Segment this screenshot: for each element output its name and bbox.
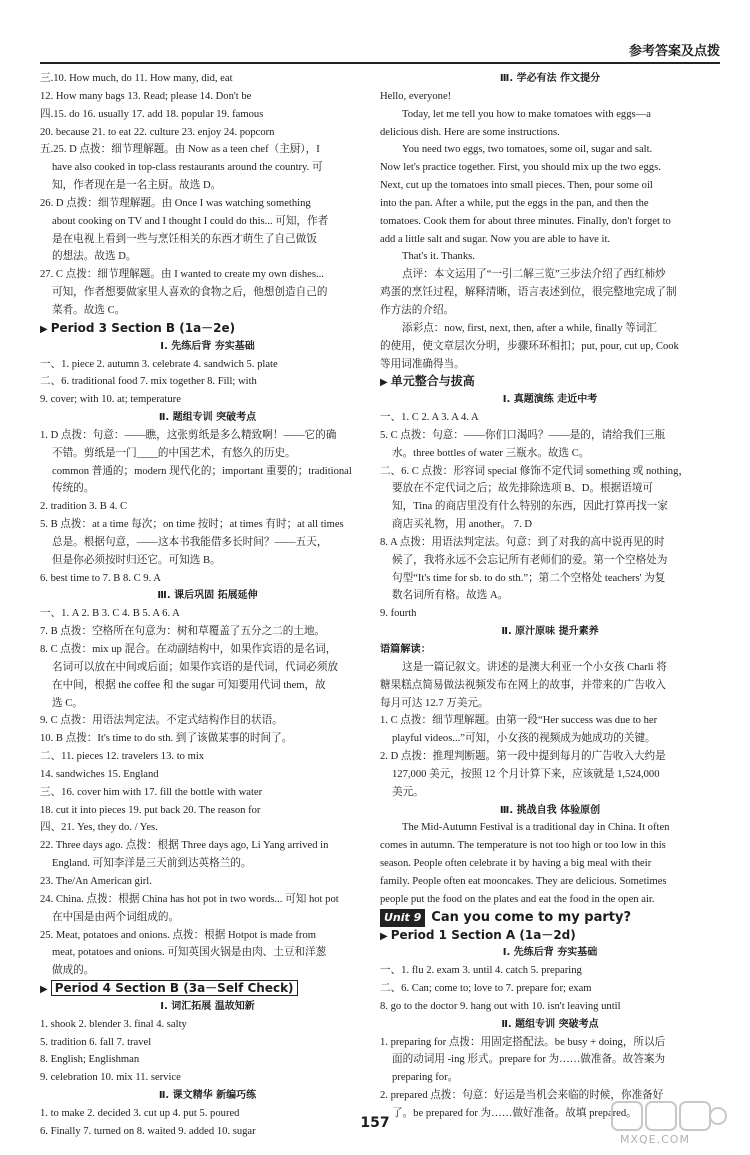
line-text: Next, cut up the tomatoes into small pieces. Then, pour some oil bbox=[380, 180, 653, 192]
line-text: 8. English; Englishman bbox=[40, 1054, 140, 1066]
subsection-heading bbox=[380, 70, 720, 88]
text-line bbox=[380, 712, 720, 730]
header-rule bbox=[40, 62, 720, 64]
subsection-heading bbox=[380, 623, 720, 641]
text-line bbox=[380, 516, 720, 534]
text-line bbox=[380, 837, 720, 855]
text-line bbox=[380, 338, 720, 356]
text-line bbox=[380, 587, 720, 605]
line-text: 的使用，使文章层次分明，步骤环环相扣；put, pour, cut up, Cook bbox=[380, 340, 679, 352]
line-text: Ⅱ. 原汁原味 提升素养 bbox=[501, 626, 599, 638]
line-text: Ⅱ. 题组专训 突破考点 bbox=[158, 412, 257, 424]
line-text: 1. D 点拨：句意：——瞧，这张剪纸是多么精致啊！——它的确 bbox=[40, 429, 337, 441]
text-line bbox=[40, 266, 375, 284]
text-line bbox=[380, 659, 720, 677]
line-text: 一、1. C 2. A 3. A 4. A bbox=[380, 412, 479, 424]
text-line bbox=[40, 695, 375, 713]
subsection-heading bbox=[40, 998, 375, 1016]
line-text: 一、1. flu 2. exam 3. until 4. catch 5. preparing bbox=[380, 965, 582, 977]
text-line bbox=[40, 159, 375, 177]
text-line bbox=[40, 766, 375, 784]
line-text: 二、11. pieces 12. travelers 13. to mix bbox=[40, 751, 205, 763]
text-line bbox=[40, 1016, 375, 1034]
line-text: 了。be prepared for 为……做好准备。故填 prepared。 bbox=[392, 1107, 637, 1119]
line-text: Ⅱ. 课文精华 新编巧练 bbox=[158, 1090, 257, 1102]
triangle-bullet-icon: ▶ bbox=[380, 930, 388, 942]
text-line bbox=[40, 106, 375, 124]
text-line bbox=[380, 998, 720, 1016]
triangle-bullet-icon: ▶ bbox=[40, 984, 48, 996]
section-heading bbox=[40, 980, 375, 998]
line-text: 三、16. cover him with 17. fill the bottle with water bbox=[40, 786, 263, 798]
line-text: 语篇解读： bbox=[380, 644, 431, 655]
text-line bbox=[380, 124, 720, 142]
text-line bbox=[40, 356, 375, 374]
line-text: 1. shook 2. blender 3. final 4. salty bbox=[40, 1018, 187, 1030]
text-line bbox=[380, 427, 720, 445]
subsection-heading bbox=[380, 391, 720, 409]
line-text: The Mid-Autumn Festival is a traditional day in China. It often bbox=[402, 822, 670, 834]
line-text: 水。three bottles of water 三瓶水。故选 C。 bbox=[392, 447, 590, 459]
text-line bbox=[40, 302, 375, 320]
line-text: 6. Finally 7. turned on 8. waited 9. added 10. sugar bbox=[40, 1125, 256, 1137]
text-line bbox=[40, 231, 375, 249]
text-line bbox=[380, 677, 720, 695]
line-text: Ⅰ. 词汇拓展 温故知新 bbox=[160, 1000, 255, 1012]
line-text: 的想法。故选 D。 bbox=[52, 251, 137, 263]
section-heading bbox=[380, 373, 720, 391]
line-text: Ⅰ. 先练后背 夯实基础 bbox=[160, 340, 255, 352]
text-line bbox=[380, 266, 720, 284]
line-text: 9. cover; with 10. at; temperature bbox=[40, 394, 181, 406]
line-text: 做成的。 bbox=[52, 965, 95, 977]
line-text: delicious dish. Here are some instructions. bbox=[380, 126, 560, 138]
line-text: 商店买礼物，用 another。 7. D bbox=[392, 519, 533, 531]
text-line bbox=[40, 88, 375, 106]
triangle-bullet-icon: ▶ bbox=[40, 323, 48, 335]
line-text: 5. C 点拨：句意：——你们口渴吗？——是的，请给我们三瓶 bbox=[380, 429, 666, 441]
text-line bbox=[40, 891, 375, 909]
text-line bbox=[40, 248, 375, 266]
text-line bbox=[40, 284, 375, 302]
text-line bbox=[380, 106, 720, 124]
line-text: 7. B 点拨：空格所在句意为：树和草覆盖了五分之二的土地。 bbox=[40, 626, 326, 638]
text-line bbox=[40, 1051, 375, 1069]
line-text: 选 C。 bbox=[52, 697, 83, 709]
section-heading bbox=[380, 927, 720, 945]
watermark-text: MXQE.COM bbox=[620, 1133, 690, 1146]
text-line bbox=[40, 463, 375, 481]
line-text: 一、1. piece 2. autumn 3. celebrate 4. sandwich 5. plate bbox=[40, 358, 278, 370]
page-number: 157 bbox=[360, 1115, 390, 1131]
text-line bbox=[40, 391, 375, 409]
text-line bbox=[40, 748, 375, 766]
text-line bbox=[380, 159, 720, 177]
text-line bbox=[380, 480, 720, 498]
text-line bbox=[380, 284, 720, 302]
line-text: into the pan. After a while, put the eggs in the pan, and then the bbox=[380, 197, 649, 209]
text-line bbox=[40, 480, 375, 498]
line-text: tomatoes. Cook them for about three minutes. Finally, don't forget to bbox=[380, 215, 671, 227]
text-line bbox=[40, 641, 375, 659]
text-line bbox=[380, 356, 720, 374]
line-text: Period 1 Section A (1a－2d) bbox=[390, 927, 576, 942]
text-line bbox=[380, 873, 720, 891]
line-text: 22. Three days ago. 点拨：根据 Three days ago, Li Yang arrived in bbox=[40, 840, 329, 852]
line-text: 面的动词用 -ing 形式。prepare for 为……做准备。故答案为 bbox=[392, 1054, 666, 1066]
text-line bbox=[380, 141, 720, 159]
line-text: 26. D 点拨：细节理解题。由 Once I was watching something bbox=[40, 197, 311, 209]
text-line bbox=[380, 534, 720, 552]
line-text: Ⅰ. 先练后背 夯实基础 bbox=[502, 947, 598, 959]
line-text: 添彩点：now, first, next, then, after a while, finally 等词汇 bbox=[402, 322, 657, 334]
header-title: 参考答案及点拨 bbox=[628, 44, 720, 59]
line-text: 8. C 点拨：mix up 混合。在动副结构中，如果作宾语的是名词， bbox=[40, 644, 337, 655]
subsection-heading bbox=[40, 1087, 375, 1105]
line-text: add a little salt and sugar. Now you are able to have it. bbox=[380, 233, 611, 245]
subsection-heading bbox=[40, 409, 375, 427]
line-text: 等用词准确得当。 bbox=[380, 358, 465, 370]
line-text: 知，作者现在是一名主厨。故选 D。 bbox=[52, 180, 222, 192]
text-line bbox=[380, 88, 720, 106]
text-line bbox=[380, 552, 720, 570]
line-text: 不错。剪纸是一门____的中国艺术，有悠久的历史。 bbox=[52, 447, 296, 459]
line-text: 2. D 点拨：推理判断题。第一段中提到每月的广告收入大约是 bbox=[380, 751, 666, 763]
text-line bbox=[40, 855, 375, 873]
text-line bbox=[40, 927, 375, 945]
line-text: 知，Tina 的商店里没有什么特别的东西，因此打算再找一家 bbox=[392, 501, 668, 513]
line-text: 5. tradition 6. fall 7. travel bbox=[40, 1036, 152, 1048]
line-text: 2. prepared 点拨：句意：好运是当机会来临的时候，你准备好 bbox=[380, 1090, 664, 1102]
line-text: 27. C 点拨：细节理解题。由 I wanted to create my own dishes... bbox=[40, 269, 324, 281]
subsection-heading bbox=[40, 338, 375, 356]
line-text: 这是一篇记叙文。讲述的是澳大利亚一个小女孩 Charli 将 bbox=[402, 661, 667, 673]
line-text: Today, let me tell you how to make tomatoes with eggs—a bbox=[402, 108, 651, 120]
line-text: Hello, everyone! bbox=[380, 90, 452, 102]
text-line bbox=[380, 498, 720, 516]
line-text: 传统的。 bbox=[52, 483, 95, 495]
line-text: 25. Meat, potatoes and onions. 点拨：根据 Hotpot is made from bbox=[40, 929, 316, 941]
line-text: 可知，作者想要做家里人喜欢的食物之后，他想创造自己的 bbox=[52, 287, 328, 299]
line-text: 总是。根据句意，——这本书我能借多长时间？——五天， bbox=[52, 536, 328, 548]
line-text: That's it. Thanks. bbox=[402, 251, 475, 263]
line-text: 1. C 点拨：细节理解题。由第一段“Her success was due to her bbox=[380, 715, 658, 727]
line-text: Ⅱ. 题组专训 突破考点 bbox=[501, 1018, 599, 1030]
line-text: 12. How many bags 13. Read; please 14. Don't be bbox=[40, 90, 252, 102]
text-line bbox=[40, 1034, 375, 1052]
line-text: family. People often eat mooncakes. They are delicious. Sometimes bbox=[380, 875, 667, 887]
text-line bbox=[40, 873, 375, 891]
text-line bbox=[380, 231, 720, 249]
line-text: 点评：本文运用了“一引二解三览”三步法介绍了西红柿炒 bbox=[402, 269, 666, 281]
subsection-heading bbox=[40, 587, 375, 605]
text-line bbox=[380, 819, 720, 837]
text-line bbox=[380, 980, 720, 998]
text-line bbox=[40, 1069, 375, 1087]
line-text: Ⅲ. 课后巩固 拓展延伸 bbox=[157, 590, 258, 602]
line-text: 24. China. 点拨：根据 China has hot pot in two words... 可知 hot pot bbox=[40, 893, 339, 905]
text-line bbox=[40, 605, 375, 623]
text-line bbox=[380, 1034, 720, 1052]
line-text: 20. because 21. to eat 22. culture 23. enjoy 24. popcorn bbox=[40, 126, 275, 138]
text-line bbox=[380, 195, 720, 213]
text-line bbox=[40, 837, 375, 855]
line-text: 作方法的介绍。 bbox=[380, 304, 455, 316]
line-text: 每月可达 12.7 万美元。 bbox=[380, 697, 489, 709]
line-text: 要放在不定代词之后；故先排除选项 B、D。根据语境可 bbox=[392, 483, 654, 495]
line-text: 9. fourth bbox=[380, 608, 417, 620]
page-header bbox=[40, 36, 720, 62]
text-line bbox=[380, 463, 720, 481]
text-line bbox=[40, 677, 375, 695]
text-line bbox=[40, 373, 375, 391]
text-line bbox=[40, 730, 375, 748]
triangle-bullet-icon: ▶ bbox=[380, 377, 388, 389]
line-text: people put the food on the plates and eat the food in the open air. bbox=[380, 893, 655, 905]
text-line bbox=[380, 766, 720, 784]
text-line bbox=[40, 802, 375, 820]
text-line bbox=[40, 516, 375, 534]
line-text: 9. celebration 10. mix 11. service bbox=[40, 1072, 181, 1084]
line-text: preparing for。 bbox=[392, 1072, 459, 1084]
subsection-heading bbox=[380, 802, 720, 820]
line-text: 1. to make 2. decided 3. cut up 4. put 5. poured bbox=[40, 1107, 240, 1119]
text-line bbox=[40, 177, 375, 195]
text-line bbox=[380, 962, 720, 980]
text-line bbox=[380, 445, 720, 463]
line-text: 是在电视上看到一些与烹饪相关的东西才萌生了自己做饭 bbox=[52, 233, 317, 245]
line-text: 在中间，根据 the coffee 和 the sugar 可知要用代词 them，故 bbox=[52, 679, 326, 691]
text-line bbox=[380, 320, 720, 338]
line-text: Period 4 Section B (3a－Self Check) bbox=[51, 980, 298, 996]
line-text: 6. best time to 7. B 8. C 9. A bbox=[40, 572, 161, 584]
text-line bbox=[380, 248, 720, 266]
line-text: 1. preparing for 点拨：用固定搭配法。be busy + doing，所以后 bbox=[380, 1036, 666, 1048]
line-text: meat, potatoes and onions. 可知英国火锅是由肉、土豆和洋葱 bbox=[52, 947, 327, 959]
text-line bbox=[40, 819, 375, 837]
text-line bbox=[40, 552, 375, 570]
text-line bbox=[380, 213, 720, 231]
text-line bbox=[380, 605, 720, 623]
line-text: 美元。 bbox=[392, 786, 424, 798]
text-line bbox=[40, 534, 375, 552]
watermark-icon bbox=[610, 1100, 728, 1134]
line-text: comes in autumn. The temperature is not too high or too low in this bbox=[380, 840, 666, 852]
line-text: Now let's practice together. First, you should mix up the two eggs. bbox=[380, 162, 661, 174]
line-text: playful videos...”可知，小女孩的视频成为她成功的关键。 bbox=[392, 733, 656, 745]
text-line bbox=[40, 70, 375, 88]
line-text: 数名词所有格。故选 A。 bbox=[392, 590, 509, 602]
unit-badge: Unit 9 bbox=[380, 909, 425, 927]
line-text: 127,000 美元，按照 12 个月计算下来，应该就是 1,524,000 bbox=[392, 768, 660, 780]
line-text: 句型“It's time for sb. to do sth.”；第二个空格处 teachers' 为复 bbox=[392, 572, 666, 584]
text-line bbox=[40, 659, 375, 677]
line-text: 在中国是由两个词组成的。 bbox=[52, 911, 180, 923]
line-text: 23. The/An American girl. bbox=[40, 875, 152, 887]
text-line bbox=[380, 1069, 720, 1087]
line-text: 四、21. Yes, they do. / Yes. bbox=[40, 822, 158, 834]
line-text: 8. A 点拨：用语法判定法。句意：到了对我的高中说再见的时 bbox=[380, 536, 665, 548]
line-text: 但是你必须按时归还它。可知选 B。 bbox=[52, 554, 221, 566]
line-text: Period 3 Section B (1a－2e) bbox=[50, 320, 236, 335]
line-text: 一、1. A 2. B 3. C 4. B 5. A 6. A bbox=[40, 608, 180, 620]
line-text: common 普通的；modern 现代化的；important 重要的；traditional bbox=[52, 465, 352, 477]
text-line bbox=[380, 409, 720, 427]
text-line bbox=[380, 570, 720, 588]
line-text: 鸡蛋的烹饪过程，解释清晰，语言表述到位，很完整地完成了制 bbox=[380, 287, 677, 299]
left-column bbox=[40, 70, 375, 1141]
line-text: 10. B 点拨：It's time to do sth. 到了该做某事的时间了。 bbox=[40, 733, 293, 745]
line-text: 二、6. C 点拨：形容词 special 修饰不定代词 something 或 nothing， bbox=[380, 465, 689, 477]
line-text: 菜肴。故选 C。 bbox=[52, 304, 126, 316]
text-line bbox=[40, 712, 375, 730]
text-line bbox=[40, 141, 375, 159]
line-text: 单元整合与拔高 bbox=[390, 374, 475, 389]
line-text: 三.10. How much, do 11. How many, did, eat bbox=[40, 73, 233, 84]
line-text: 5. B 点拨：at a time 每次；on time 按时；at times 有时；at all times bbox=[40, 519, 344, 531]
subsection-heading bbox=[380, 944, 720, 962]
line-text: about cooking on TV and I thought I could do this... 可知，作者 bbox=[52, 215, 329, 227]
line-text: Ⅰ. 真题演练 走近中考 bbox=[502, 394, 598, 406]
line-text: 四.15. do 16. usually 17. add 18. popular 19. famous bbox=[40, 108, 264, 120]
line-text: 2. tradition 3. B 4. C bbox=[40, 501, 128, 513]
text-line bbox=[40, 213, 375, 231]
line-text: 9. C 点拨：用语法判定法。不定式结构作目的状语。 bbox=[40, 715, 283, 727]
text-line bbox=[40, 195, 375, 213]
text-line bbox=[380, 730, 720, 748]
right-column bbox=[380, 70, 720, 1123]
line-text: 二、6. Can; come to; love to 7. prepare for; exam bbox=[380, 983, 592, 995]
line-text: 名词可以放在中间或后面；如果作宾语的是代词，代词必须放 bbox=[52, 661, 339, 673]
text-line bbox=[380, 302, 720, 320]
text-line bbox=[40, 124, 375, 142]
text-line bbox=[380, 1051, 720, 1069]
line-text: Can you come to my party? bbox=[431, 909, 632, 925]
line-text: Ⅲ. 学必有法 作文提分 bbox=[499, 73, 601, 84]
text-line bbox=[380, 177, 720, 195]
line-text: 8. go to the doctor 9. hang out with 10. isn't leaving until bbox=[380, 1000, 621, 1012]
text-line bbox=[380, 641, 720, 659]
line-text: have also cooked in top-class restaurants around the country. 可 bbox=[52, 162, 323, 174]
text-line bbox=[40, 962, 375, 980]
section-heading bbox=[40, 320, 375, 338]
text-line bbox=[380, 891, 720, 909]
unit-heading bbox=[380, 909, 720, 927]
text-line bbox=[40, 909, 375, 927]
text-line bbox=[40, 784, 375, 802]
text-line bbox=[380, 695, 720, 713]
text-line bbox=[40, 427, 375, 445]
text-line bbox=[40, 944, 375, 962]
text-line bbox=[40, 498, 375, 516]
line-text: England. 可知李洋是三天前到达英格兰的。 bbox=[52, 858, 252, 870]
text-line bbox=[40, 623, 375, 641]
line-text: 糖果糕点简易做法视频发布在网上的故事，并带来的广告收入 bbox=[380, 679, 667, 691]
line-text: 候了，我将永远不会忘记所有老师们的爱。第一个空格处为 bbox=[392, 554, 668, 566]
line-text: 五.25. D 点拨：细节理解题。由 Now as a teen chef（主厨），I bbox=[40, 144, 320, 156]
watermark-logo bbox=[610, 1100, 728, 1146]
text-line bbox=[380, 784, 720, 802]
text-line bbox=[40, 445, 375, 463]
line-text: You need two eggs, two tomatoes, some oil, sugar and salt. bbox=[402, 144, 653, 156]
line-text: Ⅲ. 挑战自我 体验原创 bbox=[499, 804, 601, 816]
line-text: 18. cut it into pieces 19. put back 20. The reason for bbox=[40, 804, 261, 816]
text-line bbox=[380, 748, 720, 766]
text-line bbox=[40, 570, 375, 588]
line-text: 14. sandwiches 15. England bbox=[40, 768, 159, 780]
line-text: season. People often celebrate it by having a big meal with their bbox=[380, 858, 652, 870]
line-text: 二、6. traditional food 7. mix together 8. Fill; with bbox=[40, 376, 257, 388]
text-line bbox=[380, 855, 720, 873]
subsection-heading bbox=[380, 1016, 720, 1034]
